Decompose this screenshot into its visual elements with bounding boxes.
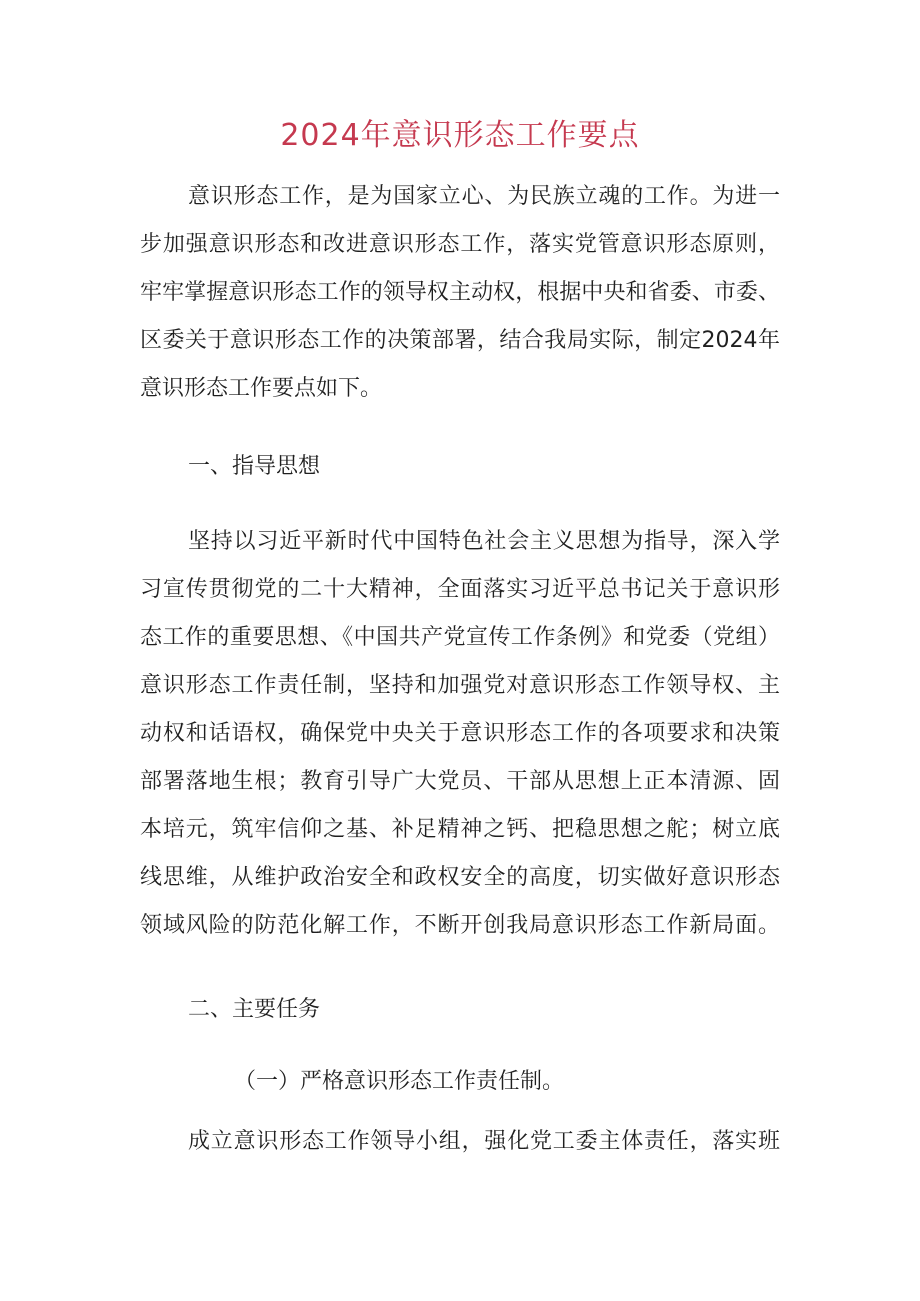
section-heading-main-tasks: 二、主要任务 — [188, 997, 321, 1022]
responsibility-paragraph — [140, 1118, 780, 1166]
paragraph-line: 部署落地生根；教育引导广大党员、干部从思想上正本清源、固 — [140, 769, 780, 794]
paragraph-line: 步加强意识形态和改进意识形态工作，落实党管意识形态原则， — [140, 232, 780, 257]
paragraph-line: 牢牢掌握意识形态工作的领导权主动权，根据中央和省委、市委、 — [140, 280, 780, 305]
paragraph-line: 动权和话语权，确保党中央关于意识形态工作的各项要求和决策 — [140, 721, 780, 746]
paragraph-line: 区委关于意识形态工作的决策部署，结合我局实际，制定2024年 — [140, 328, 780, 353]
intro-paragraph — [140, 173, 780, 413]
paragraph-line: 领域风险的防范化解工作，不断开创我局意识形态工作新局面。 — [140, 913, 780, 938]
guiding-thought-paragraph — [140, 518, 780, 950]
section-heading-guiding-thought: 一、指导思想 — [188, 454, 321, 479]
paragraph-line: 坚持以习近平新时代中国特色社会主义思想为指导，深入学 — [188, 529, 780, 554]
paragraph-line: 意识形态工作要点如下。 — [140, 376, 383, 401]
paragraph-line: 态工作的重要思想、《中国共产党宣传工作条例》和党委（党组） — [140, 625, 780, 650]
paragraph-line: 线思维，从维护政治安全和政权安全的高度，切实做好意识形态 — [140, 865, 780, 890]
paragraph-line: 习宣传贯彻党的二十大精神，全面落实习近平总书记关于意识形 — [140, 577, 780, 602]
paragraph-line: 本培元，筑牢信仰之基、补足精神之钙、把稳思想之舵；树立底 — [140, 817, 780, 842]
paragraph-line: 成立意识形态工作领导小组，强化党工委主体责任，落实班 — [188, 1129, 780, 1154]
subsection-heading-responsibility: （一）严格意识形态工作责任制。 — [234, 1069, 565, 1094]
paragraph-line: 意识形态工作，是为国家立心、为民族立魂的工作。为进一 — [188, 184, 780, 209]
document-title: 2024年意识形态工作要点 — [280, 118, 640, 153]
paragraph-line: 意识形态工作责任制，坚持和加强党对意识形态工作领导权、主 — [140, 673, 780, 698]
